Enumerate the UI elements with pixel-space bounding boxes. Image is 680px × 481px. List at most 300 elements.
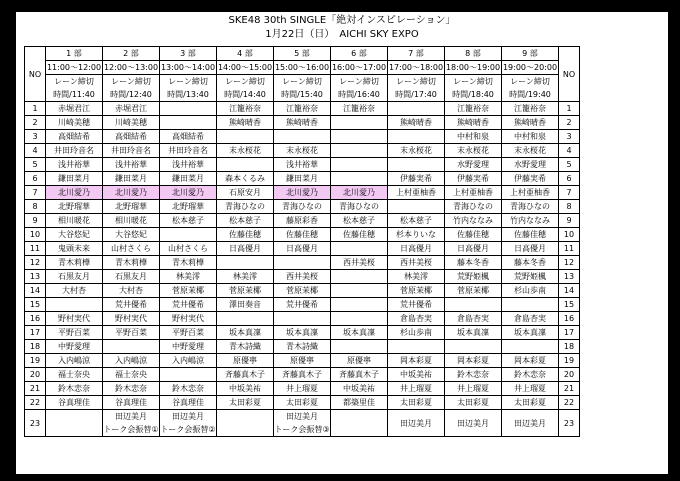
member-cell	[331, 284, 388, 298]
row-number-right: 2	[559, 116, 580, 130]
member-cell: 西井美桜	[331, 256, 388, 270]
member-cell: 太田彩夏	[445, 396, 502, 410]
member-cell	[331, 172, 388, 186]
member-cell: 大谷悠妃	[46, 228, 103, 242]
lane-deadline-cell	[502, 75, 559, 102]
table-row	[25, 284, 580, 298]
row-number-left: 6	[25, 172, 46, 186]
member-cell: 杉本りいな	[388, 228, 445, 242]
member-cell: 菅原茉椰	[274, 284, 331, 298]
row-number-left: 11	[25, 242, 46, 256]
table-row	[25, 410, 580, 437]
member-cell	[331, 270, 388, 284]
table-row	[25, 228, 580, 242]
member-cell: 荒野姫楓	[445, 270, 502, 284]
part-time: 19:00〜20:00	[502, 61, 559, 75]
member-cell: 鎌田菜月	[46, 172, 103, 186]
table-row	[25, 340, 580, 354]
part-time: 16:00〜17:00	[331, 61, 388, 75]
row-number-left: 21	[25, 382, 46, 396]
part-number: 6 部	[331, 47, 388, 61]
member-cell: 谷真理佳	[46, 396, 103, 410]
member-name: 田辺美月	[115, 412, 147, 421]
member-cell: 日高優月	[217, 242, 274, 256]
row-number-right: 9	[559, 214, 580, 228]
talk-transfer-note: トーク会振替③	[274, 425, 330, 434]
member-cell: 熊崎晴香	[445, 116, 502, 130]
member-cell: 佐藤佳穂	[502, 228, 559, 242]
row-number-right: 11	[559, 242, 580, 256]
member-cell: 坂本真凜	[445, 326, 502, 340]
member-cell: 福士奈央	[103, 368, 160, 382]
member-cell: 西井美桜	[388, 256, 445, 270]
member-cell	[274, 312, 331, 326]
part-time: 17:00〜18:00	[388, 61, 445, 75]
member-cell: 太田彩夏	[388, 396, 445, 410]
member-cell	[445, 340, 502, 354]
member-cell: 浅井裕華	[103, 158, 160, 172]
table-row	[25, 116, 580, 130]
member-cell: 谷真理佳	[103, 396, 160, 410]
member-cell: 井上瑠夏	[445, 382, 502, 396]
member-cell: 菅原茉椰	[445, 284, 502, 298]
deadline-time: 時間/15:40	[281, 90, 323, 99]
member-cell: 鈴木恋奈	[160, 382, 217, 396]
member-cell: 鎌田菜月	[103, 172, 160, 186]
lane-deadline-cell	[217, 75, 274, 102]
member-cell: 斉藤真木子	[274, 368, 331, 382]
member-cell: 藤本冬香	[445, 256, 502, 270]
member-cell: 日高優月	[502, 242, 559, 256]
member-cell: 斉藤真木子	[331, 368, 388, 382]
row-number-right: 1	[559, 102, 580, 116]
member-cell: 青木莉樺	[103, 256, 160, 270]
member-cell: 岡本彩夏	[445, 354, 502, 368]
part-number: 8 部	[445, 47, 502, 61]
member-cell: 入内嶋涼	[160, 354, 217, 368]
row-number-right: 21	[559, 382, 580, 396]
member-cell	[103, 410, 160, 437]
lane-label: レーン締切	[54, 77, 94, 86]
member-cell: 澤田奏音	[217, 298, 274, 312]
row-number-right: 12	[559, 256, 580, 270]
lane-deadline-cell	[388, 75, 445, 102]
member-cell: 日高優月	[445, 242, 502, 256]
member-cell: 原優寧	[217, 354, 274, 368]
member-cell	[160, 410, 217, 437]
member-cell: 谷真理佳	[160, 396, 217, 410]
member-cell: 青海ひなの	[445, 200, 502, 214]
member-cell: 坂本真凜	[502, 326, 559, 340]
member-cell	[502, 340, 559, 354]
lane-deadline-cell	[331, 75, 388, 102]
row-number-right: 4	[559, 144, 580, 158]
member-cell: 菅原茉椰	[160, 284, 217, 298]
lane-label: レーン締切	[168, 77, 208, 86]
table-row	[25, 354, 580, 368]
member-cell: 北川愛乃	[331, 186, 388, 200]
member-cell	[502, 298, 559, 312]
member-cell: 竹内ななみ	[502, 214, 559, 228]
member-cell: 中坂美祐	[388, 368, 445, 382]
table-row	[25, 144, 580, 158]
member-cell: 荒井優希	[274, 298, 331, 312]
table-row	[25, 200, 580, 214]
member-cell: 野村実代	[160, 312, 217, 326]
member-cell: 中村和泉	[502, 130, 559, 144]
member-cell	[160, 116, 217, 130]
member-cell: 青木莉樺	[46, 256, 103, 270]
table-row	[25, 102, 580, 116]
member-cell: 松本慈子	[160, 214, 217, 228]
row-number-left: 3	[25, 130, 46, 144]
lane-label: レーン締切	[282, 77, 322, 86]
page-title: SKE48 30th SINGLE「絶対インスピレーション」	[228, 15, 456, 26]
table-row	[25, 256, 580, 270]
member-cell: 中野愛理	[46, 340, 103, 354]
member-cell: 北川愛乃	[103, 186, 160, 200]
member-cell: 鈴木恋奈	[103, 382, 160, 396]
member-cell	[217, 130, 274, 144]
member-name: 田辺美月	[172, 412, 204, 421]
deadline-time: 時間/14:40	[224, 90, 266, 99]
member-cell: 田辺美月	[388, 410, 445, 437]
deadline-time: 時間/16:40	[338, 90, 380, 99]
table-row	[25, 368, 580, 382]
member-cell: 伊藤実希	[445, 172, 502, 186]
member-cell: 荒井優希	[103, 298, 160, 312]
member-cell: 中坂美祐	[331, 382, 388, 396]
member-cell: 大村杏	[46, 284, 103, 298]
member-cell: 鎌田菜月	[274, 172, 331, 186]
row-number-left: 2	[25, 116, 46, 130]
row-number-left: 18	[25, 340, 46, 354]
member-cell: 平野百菜	[46, 326, 103, 340]
member-cell: 末永桜花	[445, 144, 502, 158]
member-cell	[274, 130, 331, 144]
row-number-left: 16	[25, 312, 46, 326]
member-cell: 杉山歩南	[388, 326, 445, 340]
member-cell: 藤原彩香	[274, 214, 331, 228]
member-cell: 野村実代	[46, 312, 103, 326]
member-cell: 熊崎晴香	[217, 116, 274, 130]
member-cell: 相川暖花	[46, 214, 103, 228]
member-cell	[331, 312, 388, 326]
member-cell: 林美澪	[388, 270, 445, 284]
member-cell: 赤堀君江	[46, 102, 103, 116]
member-cell: 西井美桜	[274, 270, 331, 284]
row-number-left: 14	[25, 284, 46, 298]
member-cell: 上村亜柚香	[445, 186, 502, 200]
lane-label: レーン締切	[396, 77, 436, 86]
member-cell: 浅井裕華	[274, 158, 331, 172]
lane-label: レーン締切	[111, 77, 151, 86]
member-cell: 岡本彩夏	[502, 354, 559, 368]
table-row	[25, 298, 580, 312]
member-cell: 杉山歩南	[502, 284, 559, 298]
member-cell: 鈴木恋奈	[445, 368, 502, 382]
member-cell: 石原安月	[217, 186, 274, 200]
member-cell: 日高優月	[388, 242, 445, 256]
member-cell	[103, 340, 160, 354]
member-cell: 上村亜柚香	[502, 186, 559, 200]
schedule-sheet	[16, 12, 668, 474]
member-cell: 江籠裕奈	[502, 102, 559, 116]
member-cell: 入内嶋涼	[103, 354, 160, 368]
row-number-left: 15	[25, 298, 46, 312]
row-number-left: 9	[25, 214, 46, 228]
row-number-left: 4	[25, 144, 46, 158]
member-cell: 上村亜柚香	[388, 186, 445, 200]
member-cell: 青海ひなの	[502, 200, 559, 214]
part-number: 3 部	[160, 47, 217, 61]
row-number-left: 12	[25, 256, 46, 270]
member-cell: 大村杏	[103, 284, 160, 298]
member-cell	[445, 298, 502, 312]
schedule-table	[24, 46, 580, 437]
row-number-left: 23	[25, 410, 46, 437]
member-cell: 倉島杏実	[388, 312, 445, 326]
part-number: 7 部	[388, 47, 445, 61]
part-time: 18:00〜19:00	[445, 61, 502, 75]
part-time: 13:00〜14:00	[160, 61, 217, 75]
member-cell: 松本慈子	[388, 214, 445, 228]
member-cell: 井上瑠夏	[388, 382, 445, 396]
member-cell: 熊崎晴香	[502, 116, 559, 130]
lane-label: レーン締切	[339, 77, 379, 86]
member-cell: 青木莉樺	[160, 256, 217, 270]
member-cell: 原優寧	[274, 354, 331, 368]
member-cell: 熊崎晴香	[388, 116, 445, 130]
member-cell: 佐藤佳穂	[217, 228, 274, 242]
member-cell: 平野百菜	[103, 326, 160, 340]
deadline-time: 時間/12:40	[110, 90, 152, 99]
part-time: 15:00〜16:00	[274, 61, 331, 75]
member-cell: 江籠裕奈	[331, 102, 388, 116]
row-number-right: 17	[559, 326, 580, 340]
member-cell: 岡本彩夏	[388, 354, 445, 368]
member-cell: 太田彩夏	[217, 396, 274, 410]
member-cell: 佐藤佳穂	[331, 228, 388, 242]
member-cell	[331, 242, 388, 256]
member-cell: 入内嶋涼	[46, 354, 103, 368]
member-cell: 林美澪	[217, 270, 274, 284]
member-cell: 山村さくら	[103, 242, 160, 256]
header-row-parts	[25, 47, 580, 61]
member-cell	[388, 200, 445, 214]
part-number: 2 部	[103, 47, 160, 61]
member-cell	[331, 116, 388, 130]
member-cell: 荒井優希	[388, 298, 445, 312]
table-row	[25, 312, 580, 326]
member-cell: 江籠裕奈	[217, 102, 274, 116]
member-cell	[160, 228, 217, 242]
row-number-right: 20	[559, 368, 580, 382]
member-cell: 伊藤実希	[502, 172, 559, 186]
member-cell: 松本慈子	[217, 214, 274, 228]
member-cell: 北川愛乃	[46, 186, 103, 200]
row-number-left: 19	[25, 354, 46, 368]
member-cell: 鎌田菜月	[160, 172, 217, 186]
member-cell: 末永桜花	[502, 144, 559, 158]
part-time: 14:00〜15:00	[217, 61, 274, 75]
member-cell: 熊崎晴香	[274, 116, 331, 130]
member-cell: 伊藤実希	[388, 172, 445, 186]
row-number-right: 8	[559, 200, 580, 214]
talk-transfer-note: トーク会振替②	[160, 425, 216, 434]
event-subtitle: 1月22日（日） AICHI SKY EXPO	[265, 29, 419, 40]
member-cell: 野村実代	[103, 312, 160, 326]
row-number-left: 10	[25, 228, 46, 242]
deadline-time: 時間/11:40	[53, 90, 95, 99]
member-cell: 石黒友月	[46, 270, 103, 284]
member-cell: 青海ひなの	[217, 200, 274, 214]
member-cell: 青海ひなの	[331, 200, 388, 214]
member-cell	[217, 312, 274, 326]
member-cell: 平野百菜	[160, 326, 217, 340]
member-cell: 田辺美月	[445, 410, 502, 437]
member-cell: 末永桜花	[388, 144, 445, 158]
member-cell: 坂本真凜	[217, 326, 274, 340]
table-row	[25, 382, 580, 396]
table-row	[25, 158, 580, 172]
member-cell	[388, 158, 445, 172]
member-cell: 井田玲音名	[103, 144, 160, 158]
row-number-right: 3	[559, 130, 580, 144]
lane-label: レーン締切	[510, 77, 550, 86]
member-cell: 坂本真凜	[274, 326, 331, 340]
member-cell: 浅井裕華	[46, 158, 103, 172]
member-cell: 原優寧	[331, 354, 388, 368]
member-cell: 山村さくら	[160, 242, 217, 256]
row-number-left: 22	[25, 396, 46, 410]
row-number-right: 19	[559, 354, 580, 368]
member-cell: 荒野姫楓	[502, 270, 559, 284]
no-header-left: NO	[25, 47, 46, 102]
row-number-right: 15	[559, 298, 580, 312]
member-cell: 鬼頭未来	[46, 242, 103, 256]
member-cell: 江籠裕奈	[445, 102, 502, 116]
member-cell	[388, 102, 445, 116]
table-row	[25, 396, 580, 410]
lane-deadline-cell	[274, 75, 331, 102]
row-number-right: 13	[559, 270, 580, 284]
member-cell: 倉島杏実	[502, 312, 559, 326]
member-cell: 江籠裕奈	[274, 102, 331, 116]
member-cell: 坂本真凜	[331, 326, 388, 340]
member-cell: 松本慈子	[331, 214, 388, 228]
row-number-right: 23	[559, 410, 580, 437]
member-cell	[388, 130, 445, 144]
member-cell	[160, 368, 217, 382]
member-cell: 川崎美穂	[103, 116, 160, 130]
member-cell: 高畑結希	[46, 130, 103, 144]
member-cell	[331, 298, 388, 312]
member-cell: 鈴木恋奈	[502, 368, 559, 382]
member-cell	[46, 410, 103, 437]
part-time: 12:00〜13:00	[103, 61, 160, 75]
member-cell	[331, 158, 388, 172]
member-cell: 北川愛乃	[160, 186, 217, 200]
table-row	[25, 270, 580, 284]
part-time: 11:00〜12:00	[46, 61, 103, 75]
member-cell: 佐藤佳穂	[445, 228, 502, 242]
member-cell: 鈴木恋奈	[46, 382, 103, 396]
row-number-right: 22	[559, 396, 580, 410]
member-cell: 井上瑠夏	[274, 382, 331, 396]
row-number-left: 7	[25, 186, 46, 200]
part-number: 4 部	[217, 47, 274, 61]
no-header-right: NO	[559, 47, 580, 102]
member-cell: 斉藤真木子	[217, 368, 274, 382]
member-cell: 福士奈央	[46, 368, 103, 382]
table-row	[25, 130, 580, 144]
deadline-time: 時間/19:40	[509, 90, 551, 99]
member-cell	[331, 410, 388, 437]
member-cell: 佐藤佳穂	[274, 228, 331, 242]
member-cell: 太田彩夏	[502, 396, 559, 410]
member-cell: 竹内ななみ	[445, 214, 502, 228]
lane-deadline-cell	[160, 75, 217, 102]
member-cell: 北野瑠華	[160, 200, 217, 214]
member-cell: 藤本冬香	[502, 256, 559, 270]
member-cell	[388, 340, 445, 354]
member-cell: 末永桜花	[217, 144, 274, 158]
member-cell: 菅原茉椰	[217, 284, 274, 298]
member-cell: 川崎美穂	[46, 116, 103, 130]
lane-deadline-cell	[46, 75, 103, 102]
row-number-left: 13	[25, 270, 46, 284]
member-cell	[331, 130, 388, 144]
member-cell: 井田玲音名	[46, 144, 103, 158]
row-number-right: 10	[559, 228, 580, 242]
member-cell	[217, 256, 274, 270]
member-cell: 都築里佳	[331, 396, 388, 410]
member-cell: 青海ひなの	[274, 200, 331, 214]
table-row	[25, 326, 580, 340]
member-cell	[274, 256, 331, 270]
member-cell: 北野瑠華	[103, 200, 160, 214]
member-cell	[274, 410, 331, 437]
member-cell	[46, 298, 103, 312]
deadline-time: 時間/13:40	[167, 90, 209, 99]
deadline-time: 時間/18:40	[452, 90, 494, 99]
member-cell: 大谷悠妃	[103, 228, 160, 242]
member-cell: 中坂美祐	[217, 382, 274, 396]
member-cell: 田辺美月	[502, 410, 559, 437]
part-number: 9 部	[502, 47, 559, 61]
member-cell: 林美澪	[160, 270, 217, 284]
member-cell: 中村和泉	[445, 130, 502, 144]
member-cell: 井田玲音名	[160, 144, 217, 158]
row-number-right: 6	[559, 172, 580, 186]
talk-transfer-note: トーク会振替①	[103, 425, 159, 434]
table-row	[25, 242, 580, 256]
member-cell: 日高優月	[274, 242, 331, 256]
member-cell	[331, 144, 388, 158]
member-cell	[217, 410, 274, 437]
member-cell: 赤堀君江	[103, 102, 160, 116]
row-number-right: 14	[559, 284, 580, 298]
table-row	[25, 172, 580, 186]
row-number-left: 20	[25, 368, 46, 382]
member-cell: 青木詩織	[217, 340, 274, 354]
member-name: 田辺美月	[286, 412, 318, 421]
member-cell	[217, 158, 274, 172]
row-number-right: 7	[559, 186, 580, 200]
table-row	[25, 186, 580, 200]
table-row	[25, 214, 580, 228]
